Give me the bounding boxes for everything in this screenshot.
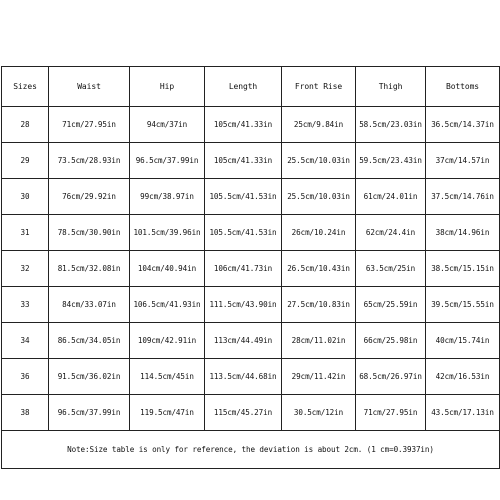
cell-hip: 104cm/40.94in bbox=[130, 251, 205, 287]
cell-bottoms: 42cm/16.53in bbox=[426, 359, 500, 395]
note-row bbox=[2, 431, 500, 469]
cell-length: 105.5cm/41.53in bbox=[205, 215, 282, 251]
cell-thigh: 61cm/24.01in bbox=[356, 179, 426, 215]
size-chart-table bbox=[1, 66, 500, 469]
table-row bbox=[2, 395, 500, 431]
cell-front-rise: 26.5cm/10.43in bbox=[282, 251, 356, 287]
cell-size: 32 bbox=[2, 251, 49, 287]
cell-waist: 76cm/29.92in bbox=[49, 179, 130, 215]
cell-front-rise: 25.5cm/10.03in bbox=[282, 143, 356, 179]
cell-front-rise: 30.5cm/12in bbox=[282, 395, 356, 431]
cell-bottoms: 36.5cm/14.37in bbox=[426, 107, 500, 143]
table-row bbox=[2, 179, 500, 215]
cell-size: 34 bbox=[2, 323, 49, 359]
cell-waist: 96.5cm/37.99in bbox=[49, 395, 130, 431]
header-hip: Hip bbox=[130, 67, 205, 107]
cell-size: 30 bbox=[2, 179, 49, 215]
cell-front-rise: 26cm/10.24in bbox=[282, 215, 356, 251]
cell-bottoms: 38.5cm/15.15in bbox=[426, 251, 500, 287]
cell-size: 28 bbox=[2, 107, 49, 143]
cell-thigh: 71cm/27.95in bbox=[356, 395, 426, 431]
cell-length: 113.5cm/44.68in bbox=[205, 359, 282, 395]
cell-thigh: 66cm/25.98in bbox=[356, 323, 426, 359]
cell-bottoms: 37cm/14.57in bbox=[426, 143, 500, 179]
header-thigh: Thigh bbox=[356, 67, 426, 107]
header-row bbox=[2, 67, 500, 107]
cell-hip: 106.5cm/41.93in bbox=[130, 287, 205, 323]
cell-bottoms: 43.5cm/17.13in bbox=[426, 395, 500, 431]
cell-size: 29 bbox=[2, 143, 49, 179]
cell-length: 105cm/41.33in bbox=[205, 143, 282, 179]
cell-waist: 84cm/33.07in bbox=[49, 287, 130, 323]
table-row bbox=[2, 107, 500, 143]
cell-bottoms: 37.5cm/14.76in bbox=[426, 179, 500, 215]
table-row bbox=[2, 251, 500, 287]
cell-thigh: 65cm/25.59in bbox=[356, 287, 426, 323]
cell-length: 111.5cm/43.90in bbox=[205, 287, 282, 323]
cell-front-rise: 28cm/11.02in bbox=[282, 323, 356, 359]
cell-size: 31 bbox=[2, 215, 49, 251]
cell-hip: 99cm/38.97in bbox=[130, 179, 205, 215]
cell-length: 113cm/44.49in bbox=[205, 323, 282, 359]
header-front-rise: Front Rise bbox=[282, 67, 356, 107]
cell-thigh: 68.5cm/26.97in bbox=[356, 359, 426, 395]
cell-bottoms: 38cm/14.96in bbox=[426, 215, 500, 251]
cell-thigh: 59.5cm/23.43in bbox=[356, 143, 426, 179]
cell-front-rise: 25.5cm/10.03in bbox=[282, 179, 356, 215]
cell-waist: 86.5cm/34.05in bbox=[49, 323, 130, 359]
cell-thigh: 63.5cm/25in bbox=[356, 251, 426, 287]
header-sizes: Sizes bbox=[2, 67, 49, 107]
cell-thigh: 58.5cm/23.03in bbox=[356, 107, 426, 143]
cell-front-rise: 25cm/9.84in bbox=[282, 107, 356, 143]
cell-length: 115cm/45.27in bbox=[205, 395, 282, 431]
cell-hip: 119.5cm/47in bbox=[130, 395, 205, 431]
cell-hip: 109cm/42.91in bbox=[130, 323, 205, 359]
cell-bottoms: 40cm/15.74in bbox=[426, 323, 500, 359]
cell-thigh: 62cm/24.4in bbox=[356, 215, 426, 251]
cell-length: 105cm/41.33in bbox=[205, 107, 282, 143]
cell-waist: 71cm/27.95in bbox=[49, 107, 130, 143]
cell-hip: 101.5cm/39.96in bbox=[130, 215, 205, 251]
cell-hip: 94cm/37in bbox=[130, 107, 205, 143]
cell-length: 106cm/41.73in bbox=[205, 251, 282, 287]
table-row bbox=[2, 287, 500, 323]
cell-waist: 78.5cm/30.90in bbox=[49, 215, 130, 251]
header-bottoms: Bottoms bbox=[426, 67, 500, 107]
header-waist: Waist bbox=[49, 67, 130, 107]
table-row bbox=[2, 215, 500, 251]
cell-waist: 91.5cm/36.02in bbox=[49, 359, 130, 395]
cell-length: 105.5cm/41.53in bbox=[205, 179, 282, 215]
cell-front-rise: 29cm/11.42in bbox=[282, 359, 356, 395]
table-row bbox=[2, 143, 500, 179]
table-row bbox=[2, 323, 500, 359]
table-row bbox=[2, 359, 500, 395]
size-note: Note:Size table is only for reference, the deviation is about 2cm. (1 cm=0.3937in) bbox=[2, 431, 500, 469]
cell-hip: 96.5cm/37.99in bbox=[130, 143, 205, 179]
cell-hip: 114.5cm/45in bbox=[130, 359, 205, 395]
cell-bottoms: 39.5cm/15.55in bbox=[426, 287, 500, 323]
cell-front-rise: 27.5cm/10.83in bbox=[282, 287, 356, 323]
cell-waist: 81.5cm/32.08in bbox=[49, 251, 130, 287]
cell-waist: 73.5cm/28.93in bbox=[49, 143, 130, 179]
cell-size: 36 bbox=[2, 359, 49, 395]
header-length: Length bbox=[205, 67, 282, 107]
cell-size: 38 bbox=[2, 395, 49, 431]
cell-size: 33 bbox=[2, 287, 49, 323]
